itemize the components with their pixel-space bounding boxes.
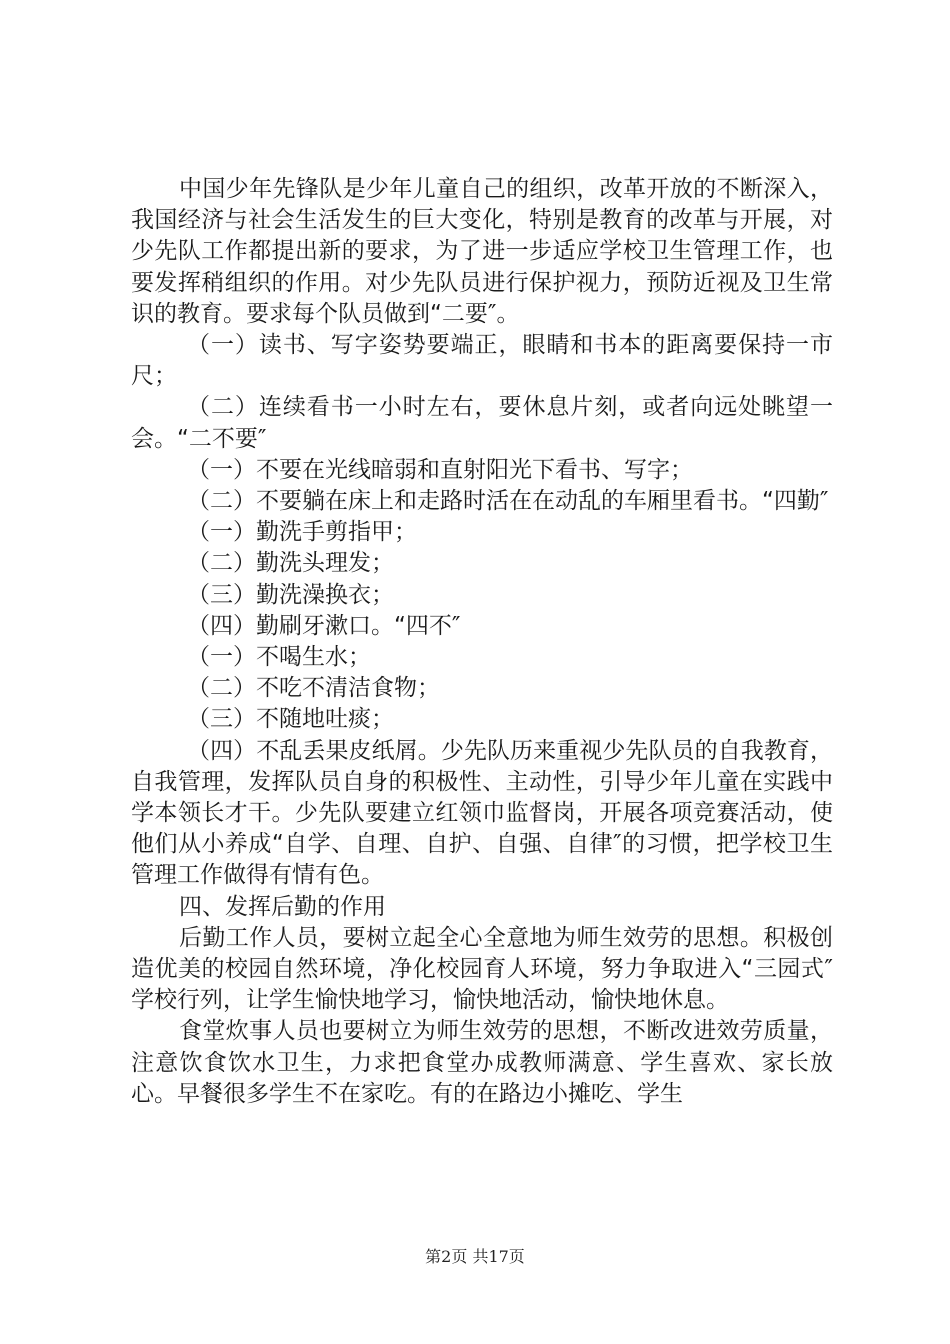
page-number-footer: 第2页 共17页 xyxy=(425,1247,525,1266)
list-item: （一）不喝生水； xyxy=(187,644,371,671)
list-item: （四）勤刷牙漱口。“四不″ xyxy=(187,612,461,639)
document-body xyxy=(131,174,833,1110)
list-item: （一）勤洗手剪指甲； xyxy=(187,519,417,546)
list-item: （三）不随地吐痰； xyxy=(187,706,394,733)
list-item: （二）不吃不清洁食物； xyxy=(187,675,440,702)
list-item: （二）不要躺在床上和走路时活在在动乱的车厢里看书。“四勤″ xyxy=(187,488,829,515)
list-item: （二）勤洗头理发； xyxy=(187,550,394,577)
section-heading: 四、发挥后勤的作用 xyxy=(179,893,386,920)
list-item: （三）勤洗澡换衣； xyxy=(187,581,394,608)
list-item: （四）不乱丢果皮纸屑。少先队历来重视少先队员的自我教育，自我管理，发挥队员自身的积极性、主动性，引导少年儿童在实践中学本领长才干。少先队要建立红领巾监督岗，开展各项竞赛活动，使他们从小养成“自学、自理、自护、自强、自律″的习惯，把学校卫生管理工作做得有情有色。 xyxy=(131,737,833,889)
paragraph: 食堂炊事人员也要树立为师生效劳的思想，不断改进效劳质量，注意饮食饮水卫生，力求把食堂办成教师满意、学生喜欢、家长放心。早餐很多学生不在家吃。有的在路边小摊吃、学生 xyxy=(131,1018,833,1107)
paragraph-intro: 中国少年先锋队是少年儿童自己的组织，改革开放的不断深入，我国经济与社会生活发生的巨大变化，特别是教育的改革与开展，对少先队工作都提出新的要求，为了进一步适应学校卫生管理工作，也要发挥稍组织的作用。对少先队员进行保护视力，预防近视及卫生常识的教育。要求每个队员做到“二要″。 xyxy=(131,176,833,327)
list-item: （二）连续看书一小时左右，要休息片刻，或者向远处眺望一会。“二不要″ xyxy=(131,394,833,452)
list-item: （一）读书、写字姿势要端正，眼睛和书本的距离要保持一市尺； xyxy=(131,332,833,390)
paragraph: 后勤工作人员，要树立起全心全意地为师生效劳的思想。积极创造优美的校园自然环境，净化校园育人环境，努力争取进入“三园式″学校行列，让学生愉快地学习，愉快地活动，愉快地休息。 xyxy=(131,924,833,1014)
list-item: （一）不要在光线暗弱和直射阳光下看书、写字； xyxy=(187,456,693,483)
